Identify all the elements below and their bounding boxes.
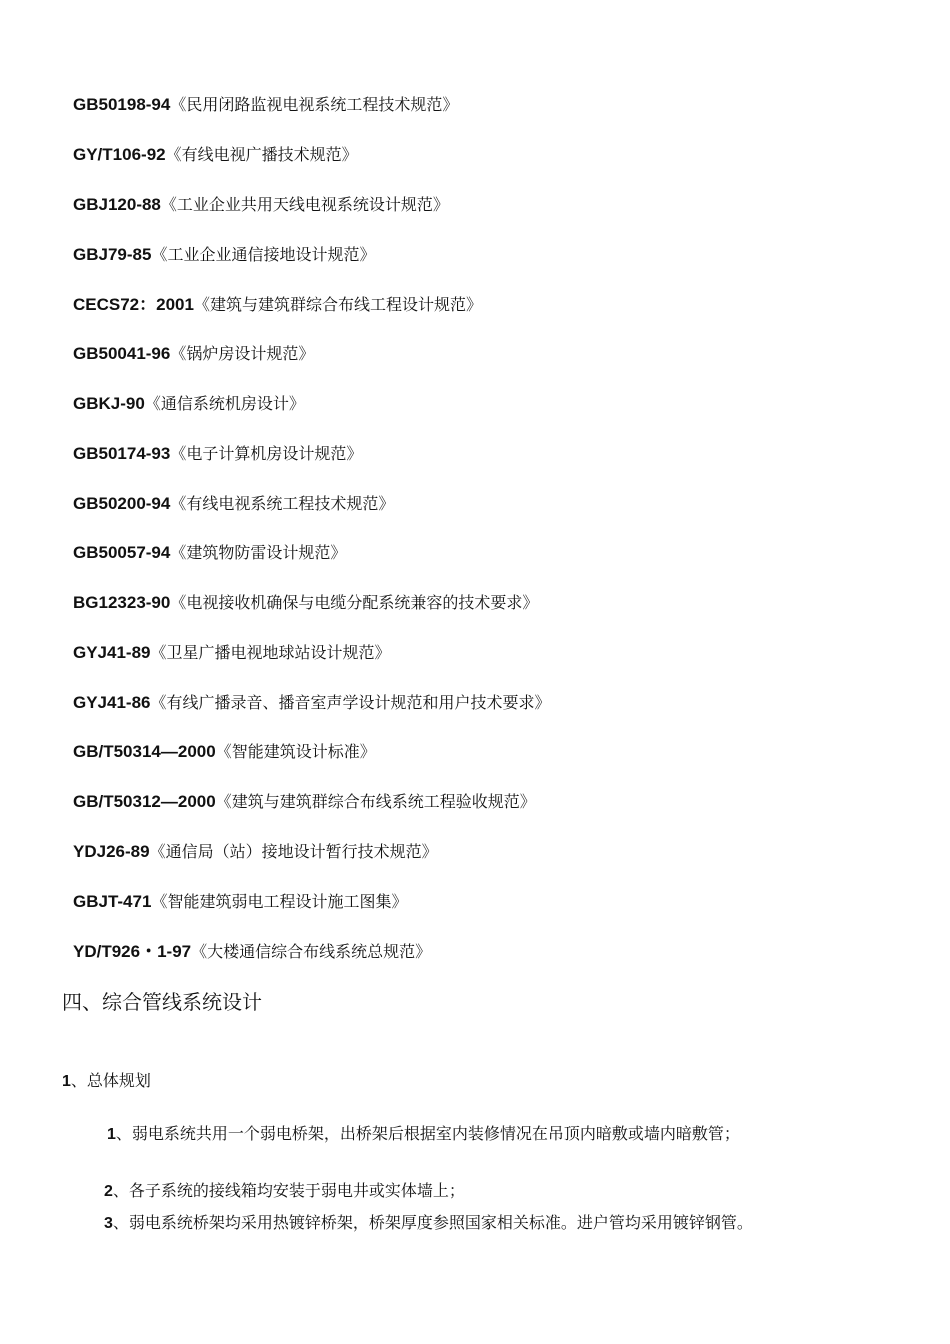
standard-code: GB50198-94 xyxy=(73,95,171,114)
standard-item xyxy=(73,192,449,218)
standard-title: 《通信局（站）接地设计暂行技术规范》 xyxy=(149,842,438,861)
standard-title: 《电子计算机房设计规范》 xyxy=(170,444,363,463)
standard-title: 《卫星广播电视地球站设计规范》 xyxy=(150,643,391,662)
list-item-number: 1 xyxy=(107,1126,116,1143)
standard-item xyxy=(73,242,375,268)
standard-title: 《有线电视广播技术规范》 xyxy=(165,145,358,164)
standard-code: GYJ41-86 xyxy=(73,693,151,712)
section-heading: 四、综合管线系统设计 xyxy=(62,990,262,1014)
standard-title: 《工业企业共用天线电视系统设计规范》 xyxy=(160,195,449,214)
standard-code: GYJ41-89 xyxy=(73,643,151,662)
standard-item xyxy=(73,640,391,666)
standard-title: 《电视接收机确保与电缆分配系统兼容的技术要求》 xyxy=(170,593,539,612)
standard-item xyxy=(73,889,407,915)
standard-code: GBJ120-88 xyxy=(73,195,161,214)
standard-code: GBJ79-85 xyxy=(73,245,152,264)
standard-code: YD/T926・1-97 xyxy=(73,942,192,961)
standard-item xyxy=(73,92,458,118)
standard-item xyxy=(73,441,362,467)
standard-title: 《建筑与建筑群综合布线系统工程验收规范》 xyxy=(215,792,536,811)
standard-item xyxy=(73,690,551,716)
standard-item xyxy=(73,939,431,965)
standard-item xyxy=(73,739,376,765)
standard-item xyxy=(73,491,394,517)
standard-code: GB50041-96 xyxy=(73,344,171,363)
standard-code: GB50057-94 xyxy=(73,543,171,562)
sub-heading-number: 1 xyxy=(62,1073,71,1090)
list-item-text: 、各子系统的接线箱均安装于弱电井或实体墙上； xyxy=(112,1181,465,1200)
standard-title: 《有线广播录音、播音室声学设计规范和用户技术要求》 xyxy=(150,693,551,712)
sub-heading-text: 、总体规划 xyxy=(70,1071,151,1090)
standard-title: 《建筑与建筑群综合布线工程设计规范》 xyxy=(193,295,482,314)
sub-heading xyxy=(62,1068,151,1094)
list-item-text: 、弱电系统共用一个弱电桥架，出桥架后根据室内装修情况在吊顶内暗敷或墙内暗敷管； xyxy=(115,1124,740,1143)
standard-title: 《锅炉房设计规范》 xyxy=(170,344,315,363)
standard-code: YDJ26-89 xyxy=(73,842,150,861)
standard-title: 《智能建筑弱电工程设计施工图集》 xyxy=(151,892,408,911)
standard-item xyxy=(73,789,536,815)
standard-title: 《通信系统机房设计》 xyxy=(144,394,305,413)
list-item xyxy=(104,1178,465,1204)
standard-title: 《智能建筑设计标准》 xyxy=(215,742,376,761)
standard-item xyxy=(73,540,346,566)
standard-code: GBKJ-90 xyxy=(73,394,145,413)
list-item-text: 、弱电系统桥架均采用热镀锌桥架，桥架厚度参照国家相关标准。进户管均采用镀锌钢管。 xyxy=(112,1213,753,1232)
standard-code: GBJT-471 xyxy=(73,892,152,911)
standard-code: CECS72：2001 xyxy=(73,295,194,314)
list-item xyxy=(104,1210,753,1236)
standard-item xyxy=(73,341,314,367)
standard-title: 《建筑物防雷设计规范》 xyxy=(170,543,347,562)
standard-title: 《大楼通信综合布线系统总规范》 xyxy=(191,942,432,961)
standard-code: GB50174-93 xyxy=(73,444,171,463)
list-item-number: 2 xyxy=(104,1183,113,1200)
standard-code: GB/T50314—2000 xyxy=(73,742,216,761)
standard-code: GB/T50312—2000 xyxy=(73,792,216,811)
standard-code: GY/T106-92 xyxy=(73,145,166,164)
standard-item xyxy=(73,292,482,318)
standard-item xyxy=(73,590,538,616)
standard-item xyxy=(73,839,438,865)
list-item-number: 3 xyxy=(104,1215,113,1232)
standard-title: 《有线电视系统工程技术规范》 xyxy=(170,494,395,513)
standard-title: 《民用闭路监视电视系统工程技术规范》 xyxy=(170,95,459,114)
standard-code: GB50200-94 xyxy=(73,494,171,513)
list-item xyxy=(107,1121,740,1147)
standard-item xyxy=(73,391,305,417)
standard-code: BG12323-90 xyxy=(73,593,171,612)
standard-title: 《工业企业通信接地设计规范》 xyxy=(151,245,376,264)
standard-item xyxy=(73,142,358,168)
